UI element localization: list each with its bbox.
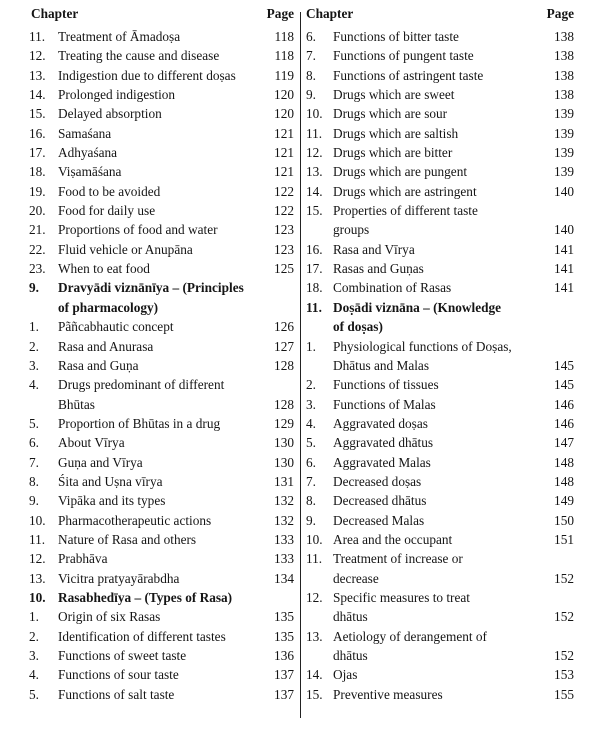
toc-entry xyxy=(0,375,300,394)
entry-page: 133 xyxy=(274,551,294,567)
toc-entry xyxy=(0,530,300,549)
entry-number: 5. xyxy=(29,686,39,702)
entry-page: 125 xyxy=(274,261,294,277)
entry-title: Treatment of Āmadoṣa xyxy=(58,29,181,44)
toc-entry xyxy=(301,375,600,394)
toc-entry xyxy=(301,356,600,375)
entry-number: 21. xyxy=(29,222,46,238)
entry-title: Drugs which are astringent xyxy=(333,183,477,199)
toc-entry xyxy=(301,627,600,646)
entry-title: Indigestion due to different doṣas xyxy=(58,67,236,83)
entry-number: 12. xyxy=(306,589,323,605)
toc-entry xyxy=(301,27,600,46)
entry-number: 15. xyxy=(306,686,323,702)
entry-title: Functions of sour taste xyxy=(58,667,179,683)
entry-page: 139 xyxy=(554,164,574,180)
entry-number: 13. xyxy=(29,570,46,586)
toc-entry xyxy=(301,453,600,472)
entry-page: 126 xyxy=(274,319,294,335)
entry-title: Vipāka and its types xyxy=(58,493,166,509)
toc-entry xyxy=(301,337,600,356)
entry-number: 4. xyxy=(306,415,316,431)
entry-title: Treatment of increase or xyxy=(333,551,463,567)
entry-page: 130 xyxy=(274,454,294,470)
entry-page: 119 xyxy=(274,67,294,83)
entry-title: Prolonged indigestion xyxy=(58,87,176,103)
entry-title: Dravyādi viznānīya – (Principles xyxy=(58,280,244,296)
toc-entry xyxy=(0,85,300,104)
toc-entry xyxy=(301,472,600,491)
entry-title: Functions of Malas xyxy=(333,396,436,412)
entry-title: Rasas and Guṇas xyxy=(333,261,424,277)
entry-title: Drugs which are sweet xyxy=(333,87,455,103)
entry-title: Food for daily use xyxy=(58,203,156,219)
entry-page: 137 xyxy=(274,667,294,683)
entry-page: 118 xyxy=(274,48,294,64)
entry-page: 139 xyxy=(554,145,574,161)
entry-title: Treating the cause and disease xyxy=(58,48,220,64)
toc-entry xyxy=(0,646,300,665)
toc-entry xyxy=(0,124,300,143)
entry-page: 136 xyxy=(274,648,294,663)
entry-title: When to eat food xyxy=(58,261,150,277)
entry-page: 138 xyxy=(554,29,574,44)
entry-page: 141 xyxy=(554,241,574,257)
entry-title: Decreased doṣas xyxy=(333,473,422,489)
entry-number: 14. xyxy=(306,183,323,199)
entry-page: 131 xyxy=(274,473,294,489)
entry-title: Functions of salt taste xyxy=(58,686,175,702)
entry-number: 1. xyxy=(306,338,316,354)
entry-number: 14. xyxy=(29,87,46,103)
entry-number: 23. xyxy=(29,261,46,277)
toc-entry xyxy=(0,549,300,568)
entry-number: 9. xyxy=(306,87,316,103)
toc-entry xyxy=(0,27,300,46)
entry-number: 20. xyxy=(29,203,46,219)
entry-title: Functions of bitter taste xyxy=(333,29,459,44)
toc-entry xyxy=(301,665,600,684)
entry-number: 8. xyxy=(306,493,316,509)
toc-entry xyxy=(0,685,300,704)
entry-title: Aggravated doṣas xyxy=(333,415,428,431)
entry-page: 149 xyxy=(554,493,574,509)
entry-title: Bhūtas xyxy=(58,396,95,412)
entry-number: 15. xyxy=(306,203,323,219)
entry-number: 2. xyxy=(29,338,39,354)
toc-section-heading xyxy=(301,298,600,317)
toc-entry xyxy=(0,472,300,491)
entry-title: Aggravated Malas xyxy=(333,454,431,470)
entry-number: 11. xyxy=(29,29,46,44)
entry-number: 19. xyxy=(29,183,46,199)
toc-entry xyxy=(0,46,300,65)
entry-number: 16. xyxy=(306,241,323,257)
toc-entry xyxy=(0,569,300,588)
toc-section-heading xyxy=(0,588,300,607)
chapter-label: Chapter xyxy=(306,6,354,21)
entry-title: Functions of tissues xyxy=(333,377,439,393)
entry-number: 9. xyxy=(29,280,39,296)
entry-number: 10. xyxy=(306,531,323,547)
entry-page: 122 xyxy=(274,203,294,219)
toc-entry xyxy=(301,162,600,181)
toc-left-list xyxy=(0,27,300,704)
entry-number: 7. xyxy=(306,48,316,64)
column-header xyxy=(301,0,600,22)
entry-title: Ojas xyxy=(333,667,358,683)
entry-number: 13. xyxy=(29,67,46,83)
entry-title: Guṇa and Vīrya xyxy=(58,454,143,470)
entry-number: 22. xyxy=(29,241,46,257)
toc-entry xyxy=(0,491,300,510)
entry-number: 12. xyxy=(29,551,46,567)
entry-title: Drugs which are saltish xyxy=(333,125,459,141)
toc-entry xyxy=(301,182,600,201)
toc-entry xyxy=(0,414,300,433)
toc-entry xyxy=(301,143,600,162)
entry-title: of doṣas) xyxy=(333,319,383,335)
toc-entry xyxy=(301,46,600,65)
toc-entry xyxy=(301,104,600,123)
toc-right-list xyxy=(301,27,600,704)
entry-number: 4. xyxy=(29,377,39,393)
toc-entry xyxy=(301,569,600,588)
toc-entry xyxy=(301,201,600,220)
toc-entry xyxy=(0,104,300,123)
entry-title: Combination of Rasas xyxy=(333,280,452,296)
entry-number: 6. xyxy=(29,435,39,451)
entry-page: 123 xyxy=(274,222,294,238)
entry-page: 145 xyxy=(554,357,574,373)
entry-page: 135 xyxy=(274,628,294,644)
toc-entry xyxy=(301,646,600,665)
toc-entry xyxy=(0,337,300,356)
entry-number: 6. xyxy=(306,29,316,44)
entry-title: Rasabhedīya – (Types of Rasa) xyxy=(58,589,233,605)
entry-page: 127 xyxy=(274,338,294,354)
entry-page: 148 xyxy=(554,473,574,489)
entry-number: 4. xyxy=(29,667,39,683)
entry-title: Viṣamāśana xyxy=(58,164,122,180)
entry-number: 10. xyxy=(29,589,46,605)
entry-page: 118 xyxy=(274,29,294,44)
toc-entry xyxy=(0,201,300,220)
entry-title: Preventive measures xyxy=(333,686,443,702)
entry-page: 139 xyxy=(554,125,574,141)
entry-title: Śita and Uṣna vīrya xyxy=(58,473,163,489)
toc-left-column xyxy=(0,0,300,704)
toc-entry xyxy=(301,395,600,414)
entry-number: 14. xyxy=(306,667,323,683)
entry-page: 152 xyxy=(554,648,574,663)
toc-entry xyxy=(0,240,300,259)
toc-entry xyxy=(301,414,600,433)
toc-section-heading xyxy=(0,298,300,317)
entry-page: 141 xyxy=(554,280,574,296)
entry-title: Prabhāva xyxy=(58,551,108,567)
entry-title: decrease xyxy=(333,570,379,586)
entry-number: 11. xyxy=(306,551,323,567)
entry-page: 148 xyxy=(554,454,574,470)
entry-number: 17. xyxy=(29,145,46,161)
entry-title: of pharmacology) xyxy=(58,299,159,315)
entry-title: Samaśana xyxy=(58,125,112,141)
toc-entry xyxy=(301,588,600,607)
entry-title: Functions of astringent taste xyxy=(333,67,484,83)
toc-entry xyxy=(0,317,300,336)
entry-page: 147 xyxy=(554,435,574,451)
entry-page: 140 xyxy=(554,222,574,238)
entry-title: Functions of pungent taste xyxy=(333,48,474,64)
toc-entry xyxy=(301,530,600,549)
toc-entry xyxy=(301,511,600,530)
entry-title: Dhātus and Malas xyxy=(333,357,430,373)
entry-page: 129 xyxy=(274,415,294,431)
entry-number: 11. xyxy=(306,299,322,315)
entry-title: Functions of sweet taste xyxy=(58,648,187,663)
entry-page: 151 xyxy=(554,531,574,547)
toc-entry xyxy=(301,220,600,239)
entry-number: 9. xyxy=(306,512,316,528)
toc-entry xyxy=(301,607,600,626)
entry-title: Properties of different taste xyxy=(333,203,478,219)
entry-number: 8. xyxy=(29,473,39,489)
entry-title: Adhyaśana xyxy=(58,145,118,161)
entry-number: 8. xyxy=(306,67,316,83)
entry-title: Drugs which are pungent xyxy=(333,164,468,180)
entry-page: 120 xyxy=(274,87,294,103)
entry-title: Doṣādi viznāna – (Knowledge xyxy=(333,299,502,315)
entry-page: 128 xyxy=(274,396,294,412)
entry-number: 7. xyxy=(306,473,316,489)
entry-number: 11. xyxy=(306,125,323,141)
entry-page: 146 xyxy=(554,415,574,431)
entry-page: 141 xyxy=(554,261,574,277)
entry-title: dhātus xyxy=(333,609,368,625)
toc-right-column xyxy=(301,0,600,704)
entry-title: Specific measures to treat xyxy=(333,589,470,605)
entry-number: 1. xyxy=(29,609,39,625)
entry-title: Aggravated dhātus xyxy=(333,435,434,451)
entry-page: 155 xyxy=(554,686,574,702)
toc-entry xyxy=(301,66,600,85)
toc-entry xyxy=(301,491,600,510)
entry-title: Drugs predominant of different xyxy=(58,377,225,393)
entry-title: Decreased Malas xyxy=(333,512,425,528)
entry-title: Nature of Rasa and others xyxy=(58,531,197,547)
toc-entry xyxy=(0,665,300,684)
entry-page: 134 xyxy=(274,570,294,586)
toc-entry xyxy=(0,66,300,85)
entry-number: 5. xyxy=(306,435,316,451)
entry-title: Proportion of Bhūtas in a drug xyxy=(58,415,221,431)
entry-number: 3. xyxy=(306,396,316,412)
entry-title: Vicitra pratyayārabdha xyxy=(58,570,180,586)
entry-title: Pharmacotherapeutic actions xyxy=(58,512,212,528)
entry-page: 138 xyxy=(554,48,574,64)
toc-entry xyxy=(0,395,300,414)
toc-entry xyxy=(301,549,600,568)
entry-number: 2. xyxy=(29,628,39,644)
entry-title: Proportions of food and water xyxy=(58,222,218,238)
toc-entry xyxy=(0,220,300,239)
entry-page: 133 xyxy=(274,531,294,547)
entry-page: 152 xyxy=(554,570,574,586)
toc-entry xyxy=(301,240,600,259)
entry-number: 2. xyxy=(306,377,316,393)
entry-number: 3. xyxy=(29,648,39,663)
toc-entry xyxy=(301,278,600,297)
entry-title: Aetiology of derangement of xyxy=(333,628,487,644)
entry-number: 15. xyxy=(29,106,46,122)
entry-title: Rasa and Guṇa xyxy=(58,357,139,373)
entry-title: Fluid vehicle or Anupāna xyxy=(58,241,193,257)
entry-page: 132 xyxy=(274,512,294,528)
page-label: Page xyxy=(266,6,294,21)
toc-entry xyxy=(301,685,600,704)
entry-page: 123 xyxy=(274,241,294,257)
toc-entry xyxy=(0,453,300,472)
entry-number: 17. xyxy=(306,261,323,277)
toc-entry xyxy=(0,433,300,452)
page-label: Page xyxy=(546,6,574,21)
entry-page: 121 xyxy=(274,145,294,161)
entry-title: Physiological functions of Doṣas, xyxy=(333,338,512,354)
entry-page: 120 xyxy=(274,106,294,122)
entry-number: 3. xyxy=(29,357,39,373)
entry-page: 150 xyxy=(554,512,574,528)
entry-title: groups xyxy=(333,222,370,238)
entry-page: 130 xyxy=(274,435,294,451)
toc-section-heading xyxy=(0,278,300,297)
entry-number: 16. xyxy=(29,125,46,141)
entry-title: Delayed absorption xyxy=(58,106,162,122)
entry-number: 18. xyxy=(29,164,46,180)
entry-number: 18. xyxy=(306,280,323,296)
entry-page: 138 xyxy=(554,87,574,103)
entry-number: 5. xyxy=(29,415,39,431)
toc-entry xyxy=(0,511,300,530)
entry-title: Pãñcabhautic concept xyxy=(58,319,174,335)
entry-number: 13. xyxy=(306,164,323,180)
entry-title: dhātus xyxy=(333,648,368,663)
toc-section-heading xyxy=(301,317,600,336)
entry-number: 6. xyxy=(306,454,316,470)
toc-entry xyxy=(0,259,300,278)
entry-title: Decreased dhātus xyxy=(333,493,427,509)
entry-page: 140 xyxy=(554,183,574,199)
entry-page: 139 xyxy=(554,106,574,122)
entry-number: 10. xyxy=(29,512,46,528)
entry-number: 9. xyxy=(29,493,39,509)
entry-page: 137 xyxy=(274,686,294,702)
toc-entry xyxy=(0,356,300,375)
entry-title: Rasa and Vīrya xyxy=(333,241,415,257)
entry-title: About Vīrya xyxy=(58,435,125,451)
entry-page: 135 xyxy=(274,609,294,625)
entry-title: Origin of six Rasas xyxy=(58,609,161,625)
chapter-label: Chapter xyxy=(31,6,79,21)
entry-page: 128 xyxy=(274,357,294,373)
entry-title: Drugs which are sour xyxy=(333,106,448,122)
entry-number: 12. xyxy=(306,145,323,161)
entry-title: Identification of different tastes xyxy=(58,628,226,644)
toc-entry xyxy=(0,627,300,646)
entry-number: 13. xyxy=(306,628,323,644)
entry-page: 121 xyxy=(274,164,294,180)
toc-entry xyxy=(301,85,600,104)
toc-entry xyxy=(0,607,300,626)
entry-number: 12. xyxy=(29,48,46,64)
toc-entry xyxy=(0,182,300,201)
entry-page: 153 xyxy=(554,667,574,683)
entry-page: 121 xyxy=(274,125,294,141)
entry-title: Area and the occupant xyxy=(333,531,453,547)
entry-page: 138 xyxy=(554,67,574,83)
entry-number: 1. xyxy=(29,319,39,335)
toc-entry xyxy=(301,433,600,452)
entry-title: Food to be avoided xyxy=(58,183,161,199)
entry-page: 145 xyxy=(554,377,574,393)
entry-page: 152 xyxy=(554,609,574,625)
toc-entry xyxy=(301,259,600,278)
column-header xyxy=(0,0,300,22)
toc-entry xyxy=(0,143,300,162)
entry-page: 132 xyxy=(274,493,294,509)
entry-number: 10. xyxy=(306,106,323,122)
entry-page: 122 xyxy=(274,183,294,199)
entry-number: 7. xyxy=(29,454,39,470)
toc-entry xyxy=(0,162,300,181)
entry-page: 146 xyxy=(554,396,574,412)
entry-title: Drugs which are bitter xyxy=(333,145,453,161)
entry-number: 11. xyxy=(29,531,46,547)
toc-entry xyxy=(301,124,600,143)
entry-title: Rasa and Anurasa xyxy=(58,338,154,354)
